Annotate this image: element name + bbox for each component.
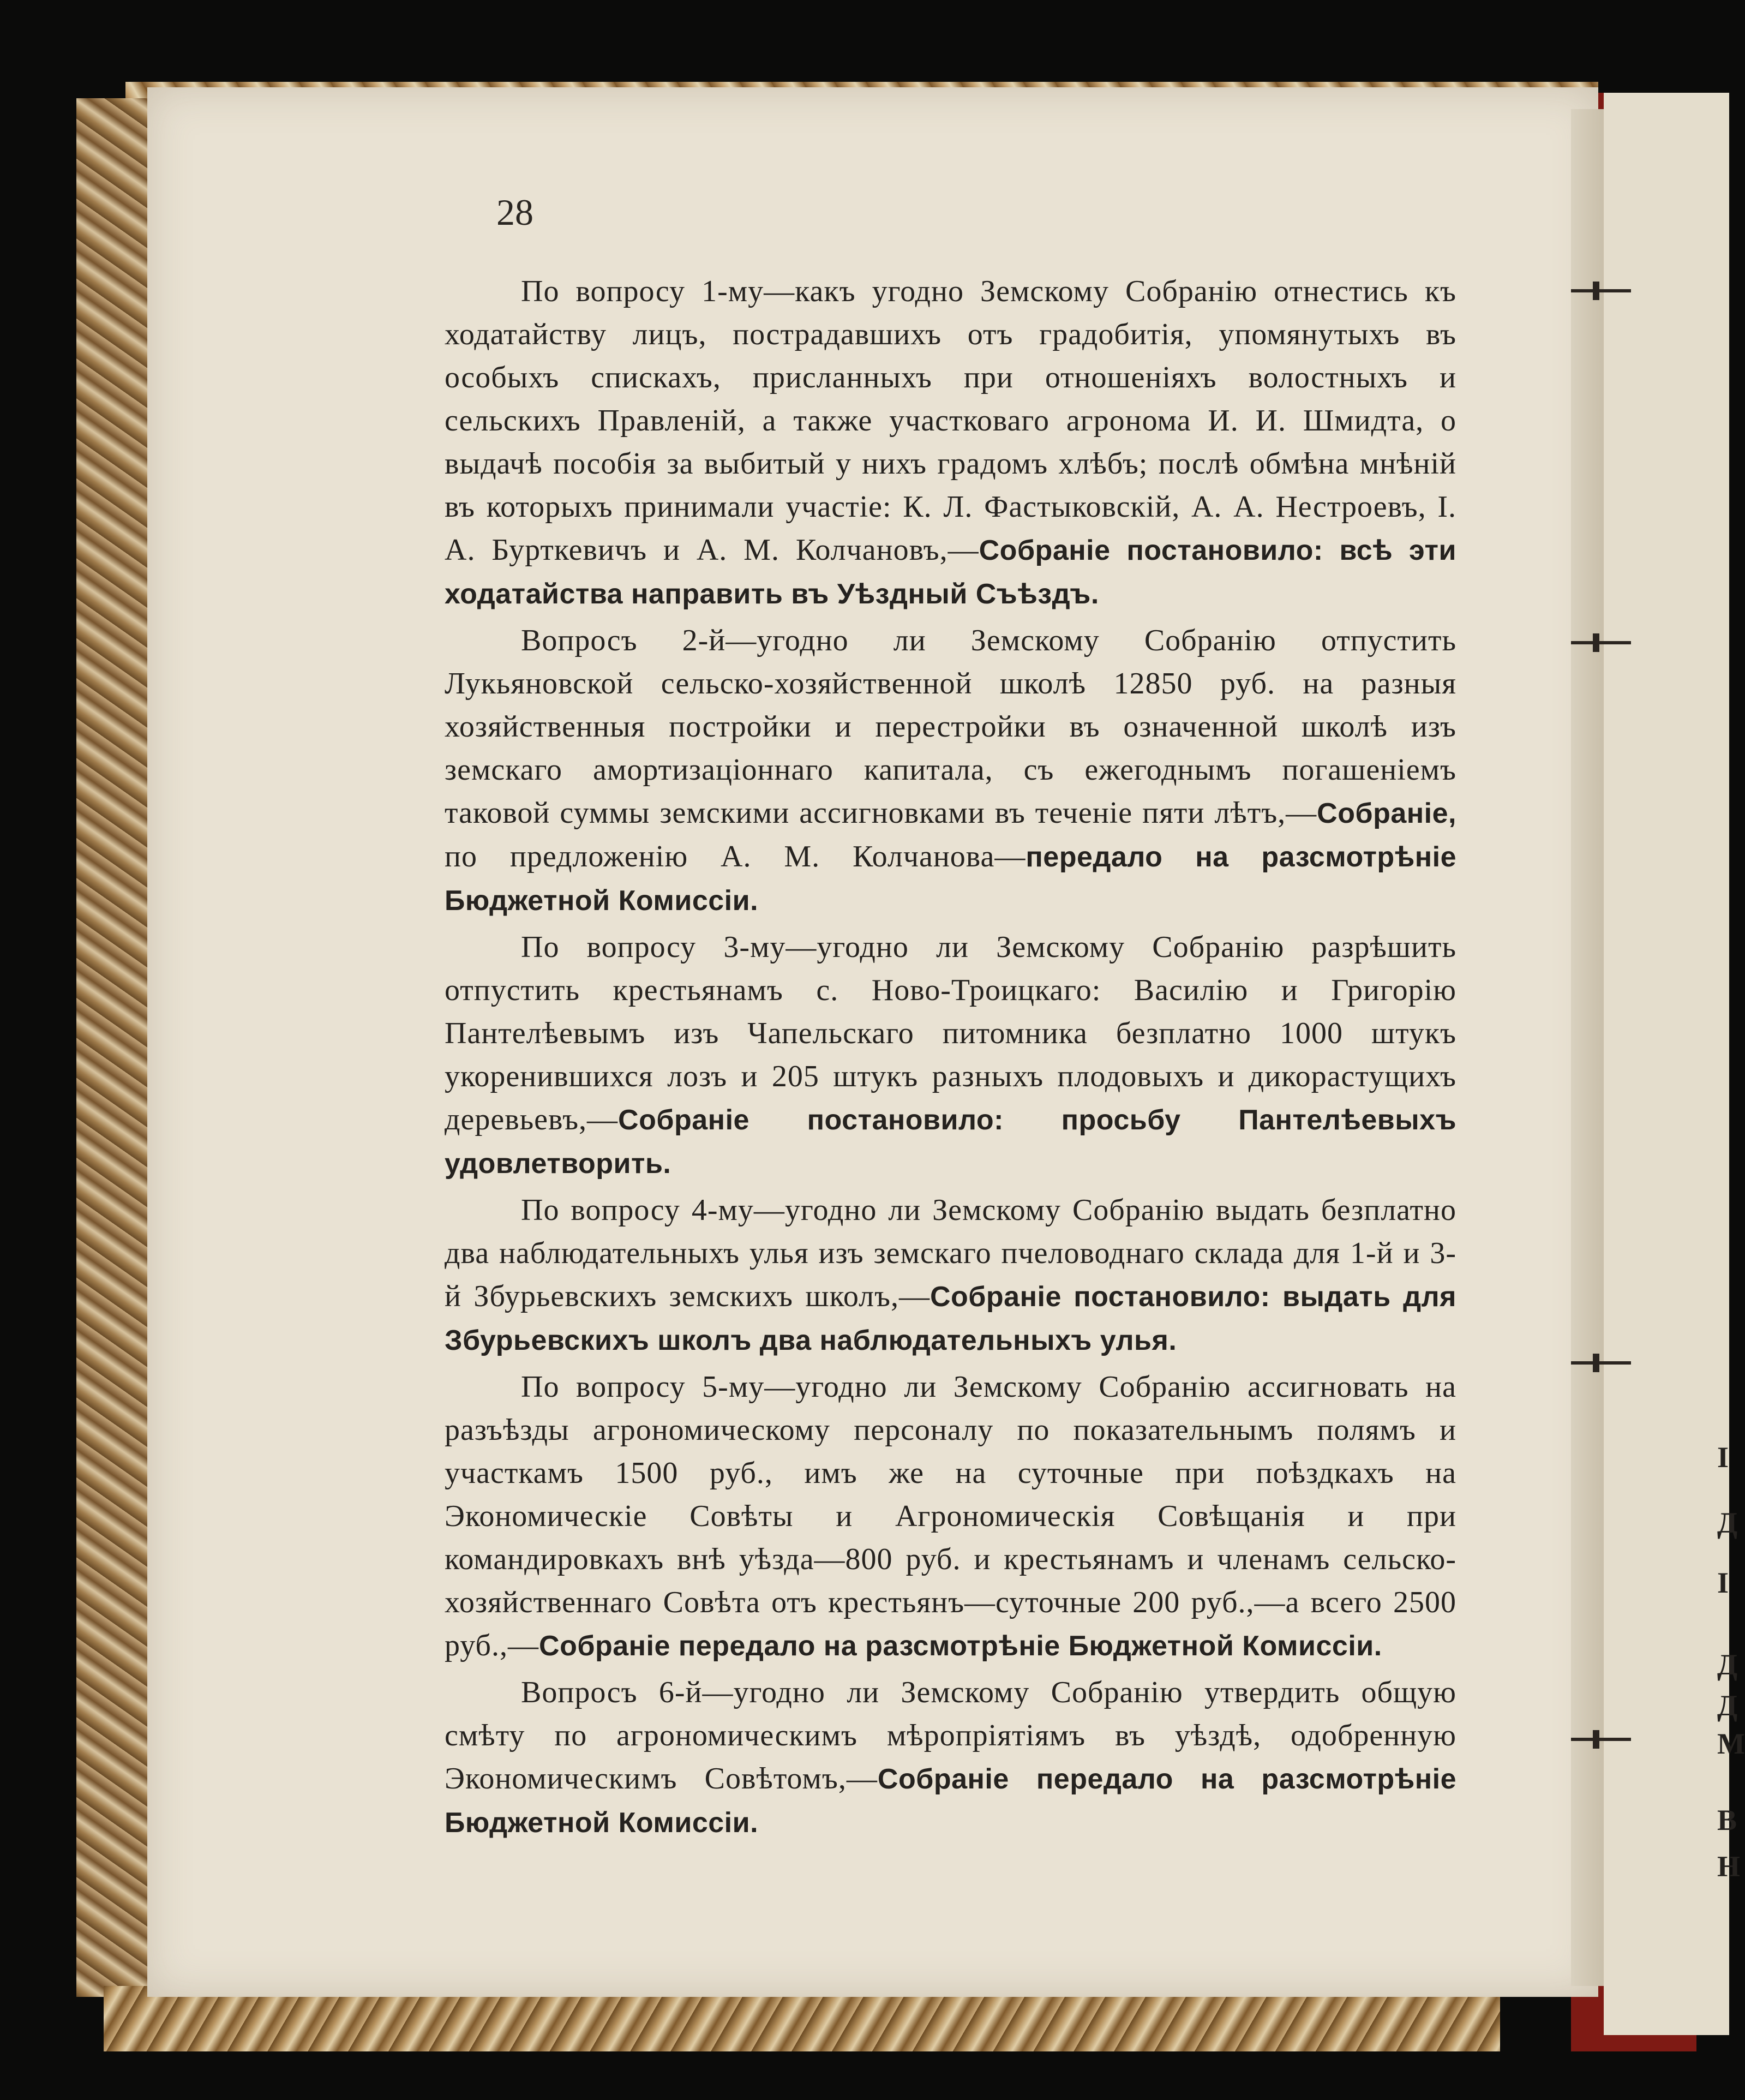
adjacent-page-letter: Д	[1717, 1648, 1738, 1681]
paragraph-question-2	[445, 619, 1456, 923]
adjacent-page	[1604, 93, 1729, 2035]
adjacent-page-letter: В	[1717, 1804, 1737, 1836]
resolution-text: Собраніе постановило: выдать для Збурьевскихъ школъ два наблюдательныхъ улья.	[445, 1281, 1456, 1356]
page-number: 28	[496, 192, 533, 233]
paragraph-text: По вопросу 5-му—угодно ли Земскому Собранію ассигновать на разъѣзды агрономическому персоналу по показательнымъ полямъ и участкамъ 1500 руб., имъ же на суточные при поѣздкахъ на Экономическіе Совѣты и Агрономическія Совѣщанія и при командировкахъ внѣ уѣзда—800 руб. и крестьянамъ и членамъ сельско-хозяйственнаго Совѣта отъ крестьянъ—суточные 200 руб.,—а всего 2500 руб.,—	[445, 1370, 1456, 1662]
adjacent-page-letter: I	[1717, 1566, 1729, 1599]
paragraph-text: По вопросу 3-му—угодно ли Земскому Собранію разрѣшить отпустить крестьянамъ с. Ново-Троицкаго: Василію и Григорію Пантелѣевымъ изъ Чапельскаго питомника безплатно 1000 штукъ укоренившихся лозъ и 205 штукъ разныхъ плодовыхъ и дикорастущихъ деревьевъ,—	[445, 930, 1456, 1136]
paragraph-question-1	[445, 270, 1456, 616]
paragraph-question-5	[445, 1366, 1456, 1668]
paragraph-text: По вопросу 1-му—какъ угодно Земскому Собранію отнестись къ ходатайству лицъ, пострадавшихъ отъ градобитія, упомянутыхъ въ особыхъ спискахъ, присланныхъ при отношеніяхъ волостныхъ и сельскихъ Правленій, а также участковаго агронома И. И. Шмидта, о выдачѣ пособія за выбитый у нихъ градомъ хлѣбъ; послѣ обмѣна мнѣній въ которыхъ принимали участіе: К. Л. Фастыковскій, А. А. Нестроевъ, І. А. Бурткевичъ и А. М. Колчановъ,—	[445, 274, 1456, 567]
adjacent-page-letter: Д	[1717, 1506, 1738, 1539]
paragraph-text: по предложенію А. М. Колчанова—	[445, 840, 1026, 873]
paragraph-text: Вопросъ 6-й—угодно ли Земскому Собранію утвердить общую смѣту по агрономическимъ мѣропріятіямъ въ уѣздѣ, одобренную Экономическимъ Совѣтомъ,—	[445, 1676, 1456, 1796]
paragraph-text: По вопросу 4-му—угодно ли Земскому Собранію выдать безплатно два наблюдательныхъ улья изъ земскаго пчеловоднаго склада для 1-й и 3-й Збурьевскихъ земскихъ школъ,—	[445, 1193, 1456, 1313]
page-text	[445, 270, 1456, 1845]
paragraph-text: Вопросъ 2-й—угодно ли Земскому Собранію отпустить Лукьяновской сельско-хозяйственной школѣ 12850 руб. на разныя хозяйственныя постройки и перестройки въ означенной школѣ изъ земскаго амортизаціоннаго капитала, съ ежегоднымъ погашеніемъ таковой суммы земскими ассигновками въ теченіе пяти лѣтъ,—	[445, 624, 1456, 830]
adjacent-page-letter: Н	[1717, 1850, 1741, 1883]
adjacent-page-letter: I	[1717, 1441, 1729, 1474]
marbled-binding-left	[76, 98, 158, 1997]
binding-thread-mark	[1571, 641, 1631, 644]
resolution-text: передало на разсмотрѣніе Бюджетной Комиссіи.	[445, 841, 1457, 917]
page-fold-edge	[1571, 109, 1604, 1986]
resolution-text: Собраніе постановило: всѣ эти ходатайства направить въ Уѣздный Съѣздъ.	[445, 535, 1456, 610]
resolution-text: Собраніе передало на разсмотрѣніе Бюджетной Комиссіи.	[445, 1763, 1456, 1839]
resolution-text: Собраніе,	[1317, 798, 1456, 829]
adjacent-page-letter: М	[1717, 1727, 1745, 1760]
paragraph-question-6	[445, 1671, 1456, 1845]
binding-thread-mark	[1571, 289, 1631, 292]
adjacent-page-letter: Д	[1717, 1689, 1738, 1722]
resolution-text: Собраніе передало на разсмотрѣніе Бюджетной Комиссіи.	[539, 1630, 1382, 1662]
resolution-text: Собраніе постановило: просьбу Пантелѣевыхъ удовлетворить.	[445, 1104, 1456, 1180]
binding-thread-mark	[1571, 1738, 1631, 1741]
paragraph-question-4	[445, 1189, 1456, 1362]
binding-thread-mark	[1571, 1361, 1631, 1365]
paragraph-question-3	[445, 926, 1456, 1186]
